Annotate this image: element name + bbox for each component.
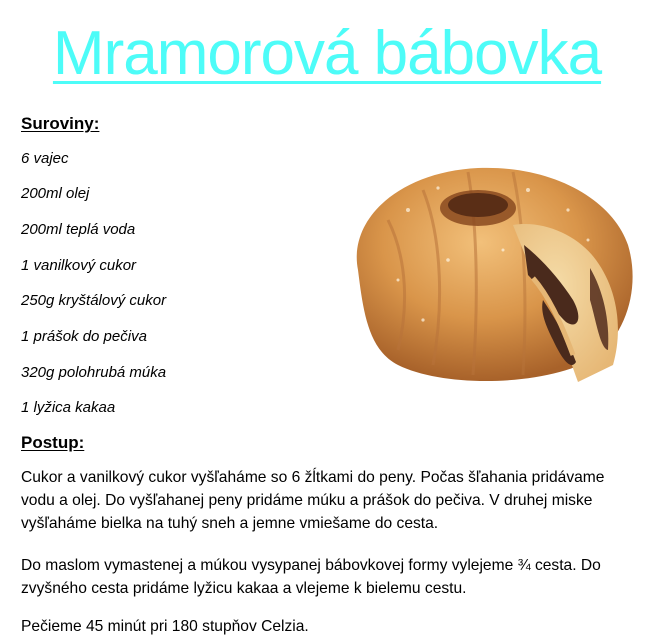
procedure-step: Do maslom vymastenej a múkou vysypanej bábovkovej formy vylejeme ¾ cesta. Do zvyšného cesta pridáme lyžicu kakaa a vlejeme k bielemu cestu. [21,557,601,597]
procedure-step: Cukor a vanilkový cukor vyšľaháme so 6 žĺtkami do peny. Počas šľahania pridávame vodu a olej. Do vyšľahanej peny pridáme múku a prášok do pečiva. V druhej miske vyšľaháme bielka na tuhý sneh a jemne vmiešame do cesta. [21,469,605,532]
procedure-step: Pečieme 45 minút pri 180 stupňov Celzia. [21,618,309,635]
ingredient-item: 1 prášok do pečiva [21,328,147,345]
page-title: Mramorová bábovka [52,19,602,88]
ingredients-heading: Suroviny: [21,114,100,133]
ingredient-item: 200ml teplá voda [21,221,136,238]
ingredient-item: 250g kryštálový cukor [21,292,167,309]
ingredient-item: 200ml olej [21,185,90,202]
procedure-heading: Postup: [21,433,85,452]
ingredient-item: 6 vajec [21,150,69,167]
ingredient-item: 320g polohrubá múka [21,364,167,381]
ingredient-item: 1 lyžica kakaa [21,399,116,416]
ingredient-item: 1 vanilkový cukor [21,257,137,274]
marble-cake-image [328,150,646,390]
